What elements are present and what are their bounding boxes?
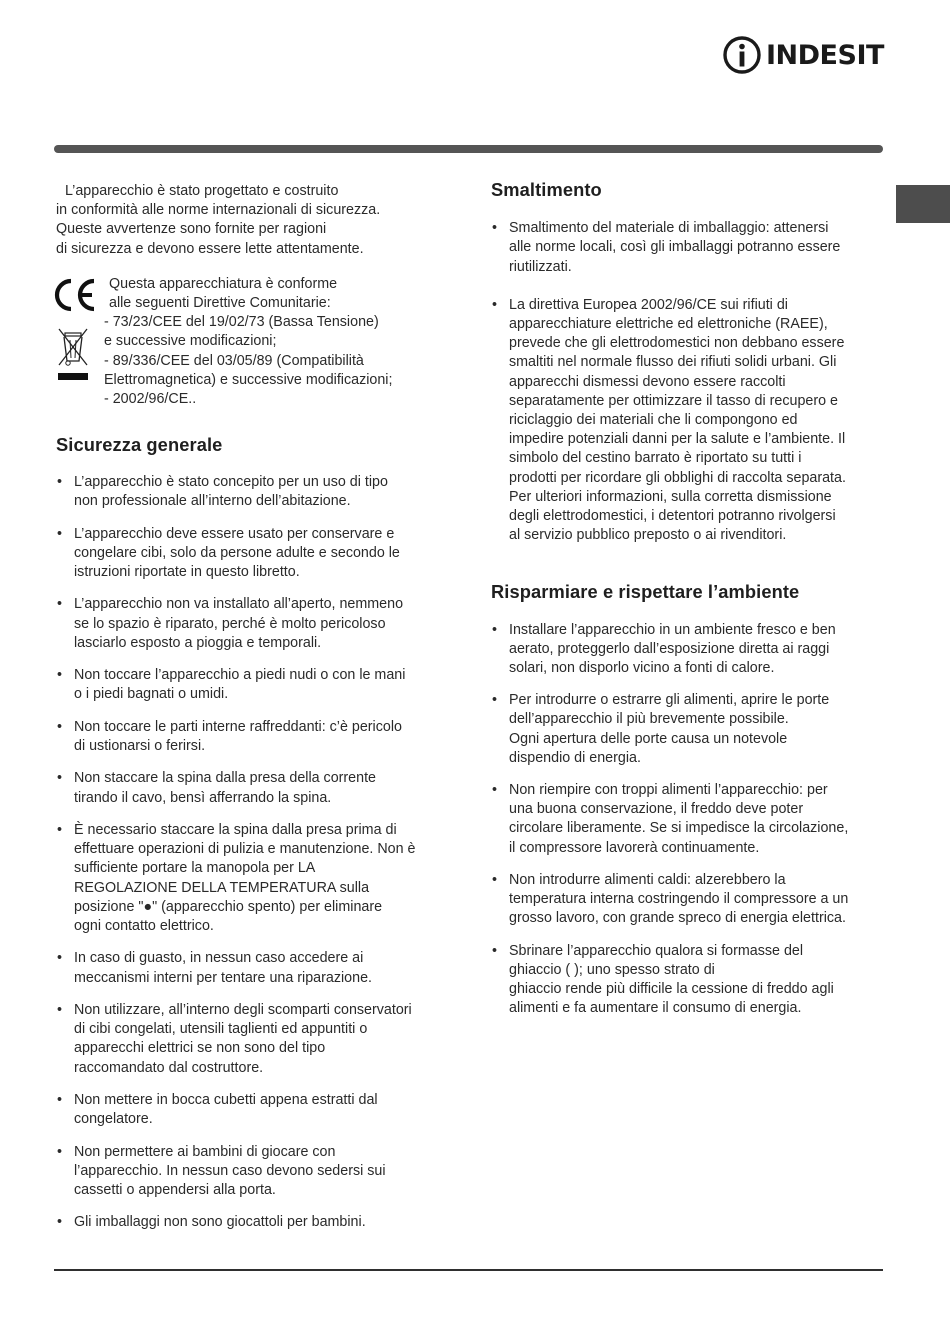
list-item-line: alimenti e fa aumentare il consumo di energia. [509,1000,802,1017]
conformity-line: - 89/336/CEE del 03/05/89 (Compatibilità [104,352,364,369]
list-item [56,1143,456,1201]
section-title-sicurezza: Sicurezza generale [56,433,223,455]
list-item-line: Per ulteriori informazioni, sulla corretta dismissione [509,488,832,505]
list-item-line: congelare cibi, solo da persone adulte e secondo le [74,544,400,561]
list-item-line: meccanismi interni per tentare una riparazione. [74,969,373,986]
list-item [491,871,886,929]
conformity-line: Questa apparecchiatura è conforme [109,275,338,292]
list-item-line: congelatore. [74,1111,153,1128]
list-item-line: temperatura interna costringendo il compressore a un [509,891,849,908]
list-item-line: lasciarlo esposto a pioggia e temporali. [74,634,322,651]
list-item-line: • Non toccare le parti interne raffreddanti: c’è pericolo [74,718,402,735]
brand-logo [722,34,884,76]
list-item-line: aerato, proteggerlo dall’esposizione diretta ai raggi [509,640,830,657]
list-item-line: separatamente per ottimizzare il tasso di recupero e [509,392,838,409]
intro-line: di sicurezza e devono essere lette attentamente. [56,240,364,257]
list-item-line: • Non mettere in bocca cubetti appena estratti dal [74,1091,378,1108]
list-item-line: Ogni apertura delle porte causa un notevole [509,730,788,747]
right-column [491,180,886,1031]
conformity-line: - 2002/96/CE.. [104,391,197,408]
left-column [56,182,456,1233]
list-item-line: una buona conservazione, il freddo deve poter [509,801,804,818]
list-item [56,769,456,807]
list-item-line: istruzioni riportate in questo libretto. [74,564,300,581]
list-item [56,718,456,756]
list-item [491,942,886,1019]
conformity-text [104,275,464,409]
list-item-line: • Gli imballaggi non sono giocattoli per bambini. [74,1214,366,1231]
list-item-line: o i piedi bagnati o umidi. [74,686,229,703]
list-item-line: al servizio pubblico preposto o ai rivenditori. [509,527,787,544]
list-item [56,525,456,583]
list-item [56,821,456,936]
header-divider [54,145,883,153]
intro-line: in conformità alle norme internazionali di sicurezza. [56,202,381,219]
conformity-line: alle seguenti Direttive Comunitarie: [109,295,331,312]
risparmiare-list [491,621,886,1019]
list-item [491,621,886,679]
list-item [56,949,456,987]
list-item-line: REGOLAZIONE DELLA TEMPERATURA sulla [74,879,370,896]
list-item-line: non professionale all’interno dell’abitazione. [74,493,351,510]
list-item-line: • Non toccare l’apparecchio a piedi nudi o con le mani [74,667,406,684]
section-title-smaltimento: Smaltimento [491,179,602,200]
list-item [491,691,886,768]
list-item-line: ogni contatto elettrico. [74,918,214,934]
list-item-line: • Installare l’apparecchio in un ambiente fresco e ben [509,621,836,638]
intro-text [56,182,456,259]
list-item-line: apparecchiature elettriche ed elettroniche (RAEE), [509,316,828,333]
list-item-line: posizione "●" (apparecchio spento) per eliminare [74,898,383,915]
crossed-bin-icon [56,325,90,383]
list-item-line: apparecchi dismessi devono essere raccolti [509,373,786,390]
indesit-logo-icon [722,35,762,75]
conformity-line: e successive modificazioni; [104,333,277,350]
list-item-line: • Non utilizzare, all’interno degli scomparti conservatori [74,1001,412,1018]
list-item-line: circolare liberamente. Se si impedisce la circolazione, [509,820,849,837]
list-item-line: di ustionarsi o ferirsi. [74,738,206,754]
list-item [491,219,886,277]
list-item-line: • È necessario staccare la spina dalla presa prima di [74,821,397,838]
list-item-line: apparecchi elettrici se non sono del tipo [74,1040,326,1057]
list-item-line: simbolo del cestino barrato è riportato su tutti i [509,450,802,467]
list-item-line: • In caso di guasto, in nessun caso accedere ai [74,950,364,967]
list-item-line: • Non permettere ai bambini di giocare con [74,1143,336,1160]
list-item-line: l’apparecchio. In nessun caso devono sedersi sui [74,1162,386,1179]
list-item-line: di cibi congelati, utensili taglienti ed appuntiti o [74,1021,368,1038]
list-item [56,473,456,511]
ce-mark-icon [52,276,98,314]
list-item-line: • Non staccare la spina dalla presa della corrente [74,770,376,787]
list-item-line: riutilizzati. [509,258,572,275]
list-item-line: ghiaccio rende più difficile la cessione di freddo agli [509,980,834,997]
section-title-risparmiare: Risparmiare e rispettare l’ambiente [491,581,800,603]
list-item-line: ghiaccio ( ); uno spesso strato di [509,961,715,978]
footer-divider [54,1269,883,1271]
list-item-line: sufficiente portare la manopola per LA [74,860,316,877]
intro-line: L’apparecchio è stato progettato e costruito [65,183,339,199]
language-tab-marker [896,185,950,223]
list-item-line: riciclaggio dei materiali che li compongono ed [509,412,798,429]
smaltimento-list [491,219,886,545]
list-item [56,666,456,704]
list-item-line: alle norme locali, così gli imballaggi potranno essere [509,239,841,256]
conformity-block [56,275,456,408]
list-item-line: • Non riempire con troppi alimenti l’apparecchio: per [509,782,828,799]
list-item-line: grosso lavoro, con grande spreco di energia elettrica. [509,910,846,927]
list-item-line: degli elettrodomestici, i detentori potranno rivolgersi [509,508,836,525]
brand-name: INDESIT [766,39,884,71]
list-item [56,595,456,653]
list-item-line: effettuare operazioni di pulizia e manutenzione. Non è [74,841,416,858]
list-item-line: dell’apparecchio il più brevemente possibile. [509,711,789,728]
list-item-line: • L’apparecchio è stato concepito per un uso di tipo [74,474,388,491]
list-item [491,781,886,858]
list-item [56,1091,456,1129]
list-item-line: raccomandato dal costruttore. [74,1059,264,1076]
list-item-line: impedire potenziali danni per la salute e l’ambiente. Il [509,431,846,448]
list-item-line: • L’apparecchio non va installato all’aperto, nemmeno [74,596,404,613]
list-item-line: • Sbrinare l’apparecchio qualora si formasse del [509,942,804,959]
list-item-line: • Non introdurre alimenti caldi: alzerebbero la [509,871,786,888]
conformity-line: Elettromagnetica) e successive modificazioni; [104,371,393,388]
list-item-line: dispendio di energia. [509,749,641,766]
intro-line: Queste avvertenze sono fornite per ragioni [56,221,327,238]
list-item-line: • Smaltimento del materiale di imballaggio: attenersi [509,220,829,237]
list-item-line: • L’apparecchio deve essere usato per conservare e [74,525,395,542]
list-item-line: smaltiti nel normale flusso dei rifiuti solidi urbani. Gli [509,354,837,371]
list-item-line: • Per introdurre o estrarre gli alimenti, aprire le porte [509,692,830,709]
list-item [56,1213,456,1232]
list-item-line: cassetti o appendersi alla porta. [74,1181,276,1198]
list-item [491,296,886,546]
list-item-line: prevede che gli elettrodomestici non debbano essere [509,335,845,352]
conformity-line: - 73/23/CEE del 19/02/73 (Bassa Tensione) [104,314,379,331]
list-item-line: il compressore lavorerà continuamente. [509,839,760,856]
list-item-line: • La direttiva Europea 2002/96/CE sui rifiuti di [509,296,788,313]
list-item [56,1001,456,1078]
list-item-line: se lo spazio è riparato, perché è molto pericoloso [74,615,386,632]
list-item-line: tirando il cavo, bensì afferrando la spina. [74,789,332,806]
list-item-line: solari, non disporlo vicino a fonti di calore. [509,660,775,677]
sicurezza-list [56,473,456,1233]
list-item-line: prodotti per ricordare gli obblighi di raccolta separata. [509,469,846,486]
